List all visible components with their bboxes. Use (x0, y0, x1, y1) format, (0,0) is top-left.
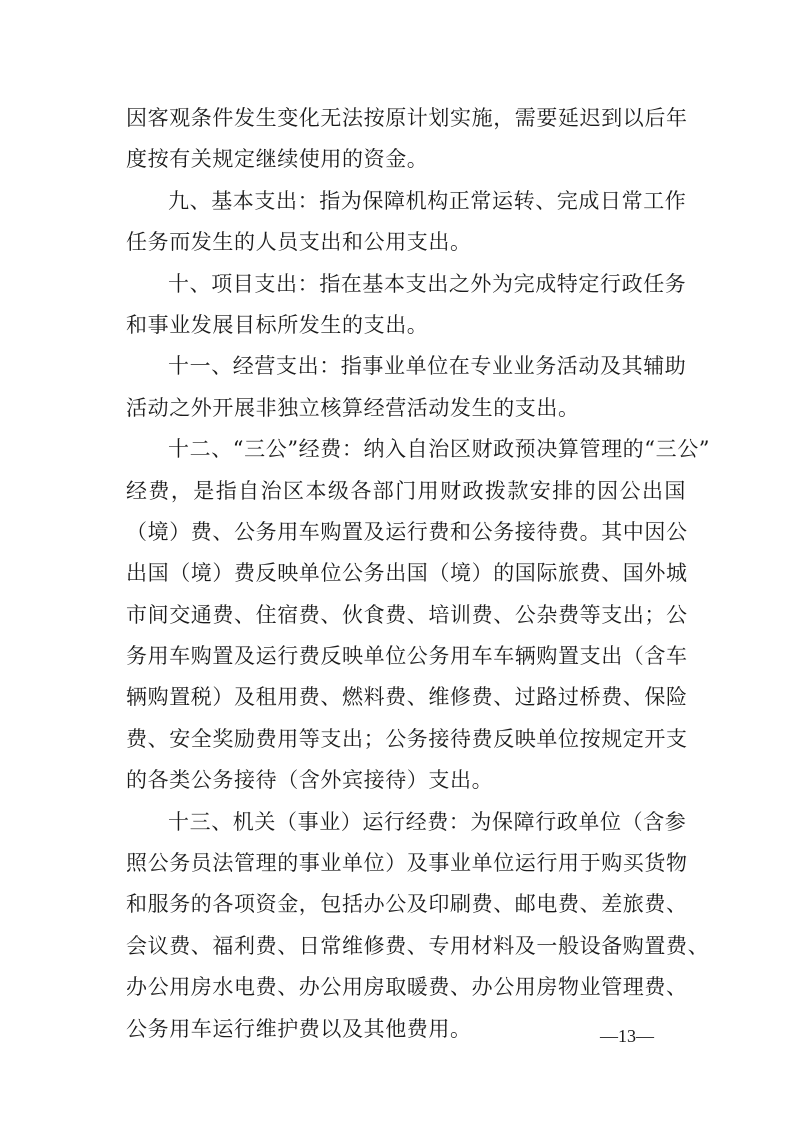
paragraph-operating-funds: 十三、机关（事业）运行经费：为保障行政单位（含参 (168, 809, 687, 834)
paragraph-operating-expenditure: 十一、经营支出：指事业单位在专业业务活动及其辅助 (168, 354, 687, 379)
text-line: 经费，是指自治区本级各部门用财政拨款安排的因公出国 (126, 478, 686, 503)
text-line: 因客观条件发生变化无法按原计划实施，需要延迟到以后年 (126, 106, 688, 130)
text-line: 辆购置税）及租用费、燃料费、维修费、过路过桥费、保险 (126, 685, 688, 710)
text-line: 任务而发生的人员支出和公用支出。 (126, 230, 472, 255)
text-line: 的各类公务接待（含外宾接待）支出。 (126, 768, 494, 793)
text-line: 务用车购置及运行费反映单位公务用车车辆购置支出（含车 (126, 644, 688, 669)
paragraph-project-expenditure: 十、项目支出：指在基本支出之外为完成特定行政任务 (168, 271, 687, 296)
body-text (126, 98, 711, 1050)
text-line: 和服务的各项资金，包括办公及印刷费、邮电费、差旅费、 (126, 892, 688, 917)
text-line: 费、安全奖励费用等支出；公务接待费反映单位按规定开支 (126, 726, 688, 751)
paragraph-three-public-expenses: 十二、“三公”经费：纳入自治区财政预决算管理的“三公” (168, 437, 711, 462)
page-number: —13— (600, 1026, 654, 1046)
text-line: 公务用车运行维护费以及其他费用。 (126, 1016, 472, 1041)
text-line: 度按有关规定继续使用的资金。 (126, 147, 429, 172)
text-line: 活动之外开展非独立核算经营活动发生的支出。 (126, 395, 580, 420)
text-line: 市间交通费、住宿费、伙食费、培训费、公杂费等支出；公 (126, 602, 688, 627)
text-line: （境）费、公务用车购置及运行费和公务接待费。其中因公 (126, 519, 688, 544)
text-line: 出国（境）费反映单位公务出国（境）的国际旅费、国外城 (126, 561, 688, 586)
text-line: 照公务员法管理的事业单位）及事业单位运行用于购买货物 (126, 851, 688, 876)
text-line: 会议费、福利费、日常维修费、专用材料及一般设备购置费、 (126, 933, 710, 958)
text-line: 办公用房水电费、办公用房取暖费、办公用房物业管理费、 (126, 975, 688, 1000)
paragraph-basic-expenditure: 九、基本支出：指为保障机构正常运转、完成日常工作 (168, 188, 687, 213)
text-line: 和事业发展目标所发生的支出。 (126, 312, 429, 337)
